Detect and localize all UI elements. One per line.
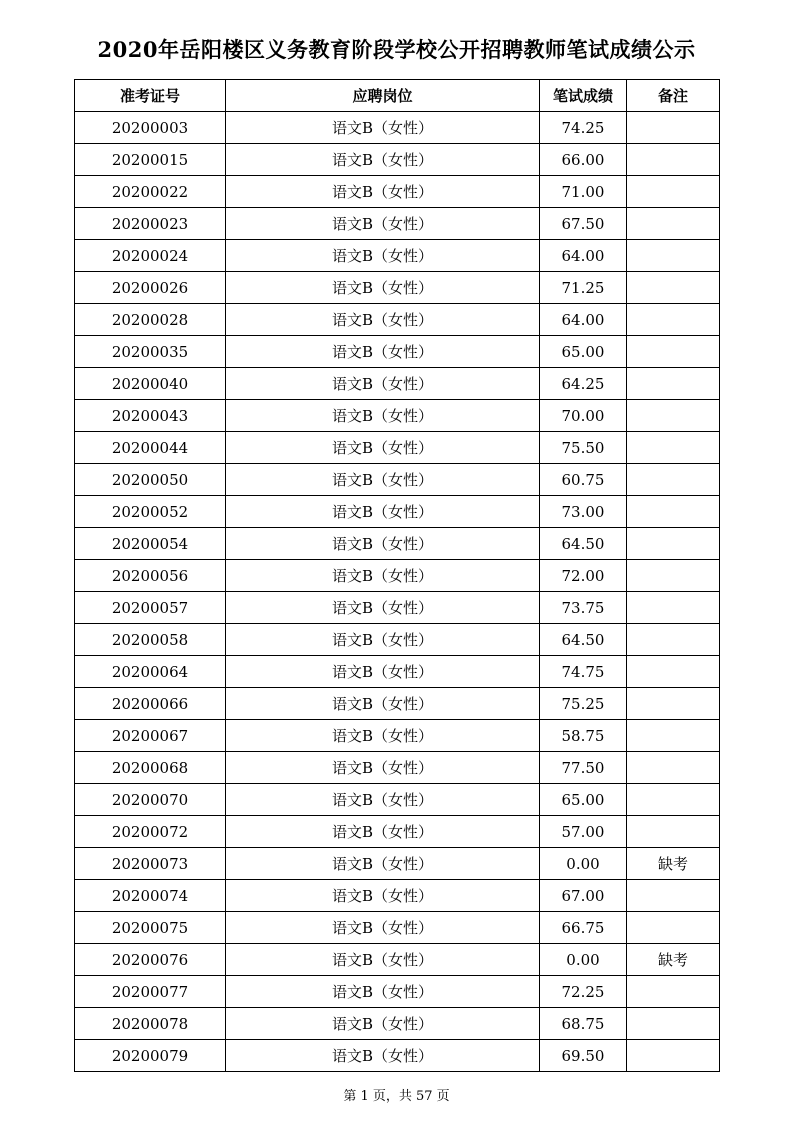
score-cell: 0.00 xyxy=(540,944,627,976)
note-cell xyxy=(627,592,720,624)
table-row xyxy=(75,592,720,624)
exam-id-cell: 20200035 xyxy=(75,336,226,368)
note-cell xyxy=(627,304,720,336)
position-cell: 语文B（女性） xyxy=(226,688,540,720)
exam-id-cell: 20200072 xyxy=(75,816,226,848)
table-row xyxy=(75,752,720,784)
score-cell: 68.75 xyxy=(540,1008,627,1040)
table-row xyxy=(75,1008,720,1040)
table-row xyxy=(75,176,720,208)
position-cell: 语文B（女性） xyxy=(226,592,540,624)
exam-id-cell: 20200077 xyxy=(75,976,226,1008)
score-cell: 74.75 xyxy=(540,656,627,688)
table-row xyxy=(75,880,720,912)
note-cell xyxy=(627,112,720,144)
table-row xyxy=(75,336,720,368)
score-cell: 65.00 xyxy=(540,336,627,368)
position-cell: 语文B（女性） xyxy=(226,400,540,432)
score-cell: 73.00 xyxy=(540,496,627,528)
score-cell: 77.50 xyxy=(540,752,627,784)
exam-id-cell: 20200044 xyxy=(75,432,226,464)
position-cell: 语文B（女性） xyxy=(226,208,540,240)
table-row xyxy=(75,528,720,560)
score-cell: 65.00 xyxy=(540,784,627,816)
exam-id-cell: 20200040 xyxy=(75,368,226,400)
table-row xyxy=(75,784,720,816)
position-cell: 语文B（女性） xyxy=(226,272,540,304)
note-cell xyxy=(627,400,720,432)
score-cell: 70.00 xyxy=(540,400,627,432)
score-cell: 71.00 xyxy=(540,176,627,208)
note-cell xyxy=(627,976,720,1008)
exam-id-cell: 20200022 xyxy=(75,176,226,208)
position-cell: 语文B（女性） xyxy=(226,624,540,656)
exam-id-cell: 20200054 xyxy=(75,528,226,560)
header-exam-id: 准考证号 xyxy=(75,80,226,112)
table-row xyxy=(75,432,720,464)
position-cell: 语文B（女性） xyxy=(226,112,540,144)
exam-id-cell: 20200026 xyxy=(75,272,226,304)
exam-id-cell: 20200024 xyxy=(75,240,226,272)
note-cell xyxy=(627,432,720,464)
table-row xyxy=(75,816,720,848)
note-cell xyxy=(627,368,720,400)
score-cell: 72.25 xyxy=(540,976,627,1008)
position-cell: 语文B（女性） xyxy=(226,528,540,560)
position-cell: 语文B（女性） xyxy=(226,336,540,368)
position-cell: 语文B（女性） xyxy=(226,880,540,912)
table-row xyxy=(75,464,720,496)
position-cell: 语文B（女性） xyxy=(226,784,540,816)
note-cell xyxy=(627,656,720,688)
score-cell: 71.25 xyxy=(540,272,627,304)
exam-id-cell: 20200056 xyxy=(75,560,226,592)
exam-id-cell: 20200003 xyxy=(75,112,226,144)
table-row xyxy=(75,208,720,240)
note-cell xyxy=(627,1008,720,1040)
score-cell: 64.50 xyxy=(540,624,627,656)
exam-id-cell: 20200052 xyxy=(75,496,226,528)
note-cell xyxy=(627,880,720,912)
note-cell xyxy=(627,528,720,560)
exam-id-cell: 20200057 xyxy=(75,592,226,624)
position-cell: 语文B（女性） xyxy=(226,432,540,464)
exam-id-cell: 20200058 xyxy=(75,624,226,656)
table-header-row xyxy=(75,80,720,112)
exam-id-cell: 20200043 xyxy=(75,400,226,432)
note-cell xyxy=(627,560,720,592)
table-row xyxy=(75,240,720,272)
note-cell xyxy=(627,784,720,816)
table-row xyxy=(75,976,720,1008)
position-cell: 语文B（女性） xyxy=(226,368,540,400)
score-cell: 66.75 xyxy=(540,912,627,944)
page-title: 2020年岳阳楼区义务教育阶段学校公开招聘教师笔试成绩公示 xyxy=(97,37,696,62)
exam-id-cell: 20200066 xyxy=(75,688,226,720)
score-cell: 58.75 xyxy=(540,720,627,752)
table-body xyxy=(75,112,720,1072)
note-cell xyxy=(627,624,720,656)
table-row xyxy=(75,400,720,432)
note-cell xyxy=(627,912,720,944)
note-cell xyxy=(627,272,720,304)
position-cell: 语文B（女性） xyxy=(226,944,540,976)
exam-id-cell: 20200050 xyxy=(75,464,226,496)
position-cell: 语文B（女性） xyxy=(226,720,540,752)
position-cell: 语文B（女性） xyxy=(226,304,540,336)
score-table xyxy=(74,79,720,1072)
table-row xyxy=(75,912,720,944)
note-cell xyxy=(627,1040,720,1072)
position-cell: 语文B（女性） xyxy=(226,144,540,176)
exam-id-cell: 20200070 xyxy=(75,784,226,816)
note-cell xyxy=(627,688,720,720)
note-cell xyxy=(627,336,720,368)
note-cell xyxy=(627,496,720,528)
exam-id-cell: 20200076 xyxy=(75,944,226,976)
position-cell: 语文B（女性） xyxy=(226,976,540,1008)
exam-id-cell: 20200064 xyxy=(75,656,226,688)
exam-id-cell: 20200074 xyxy=(75,880,226,912)
table-row xyxy=(75,688,720,720)
exam-id-cell: 20200079 xyxy=(75,1040,226,1072)
score-cell: 74.25 xyxy=(540,112,627,144)
score-cell: 67.50 xyxy=(540,208,627,240)
note-cell: 缺考 xyxy=(627,848,720,880)
position-cell: 语文B（女性） xyxy=(226,848,540,880)
note-cell xyxy=(627,176,720,208)
note-cell xyxy=(627,240,720,272)
position-cell: 语文B（女性） xyxy=(226,656,540,688)
score-cell: 64.00 xyxy=(540,240,627,272)
score-cell: 64.00 xyxy=(540,304,627,336)
exam-id-cell: 20200075 xyxy=(75,912,226,944)
note-cell xyxy=(627,208,720,240)
score-cell: 75.25 xyxy=(540,688,627,720)
position-cell: 语文B（女性） xyxy=(226,816,540,848)
position-cell: 语文B（女性） xyxy=(226,496,540,528)
exam-id-cell: 20200015 xyxy=(75,144,226,176)
table-row xyxy=(75,944,720,976)
note-cell xyxy=(627,816,720,848)
score-cell: 0.00 xyxy=(540,848,627,880)
table-row xyxy=(75,144,720,176)
position-cell: 语文B（女性） xyxy=(226,560,540,592)
page-footer: 第 1 页，共 57 页 xyxy=(343,1089,450,1104)
score-cell: 67.00 xyxy=(540,880,627,912)
exam-id-cell: 20200078 xyxy=(75,1008,226,1040)
table-row xyxy=(75,624,720,656)
header-score: 笔试成绩 xyxy=(540,80,627,112)
position-cell: 语文B（女性） xyxy=(226,1040,540,1072)
exam-id-cell: 20200023 xyxy=(75,208,226,240)
table-row xyxy=(75,272,720,304)
table-row xyxy=(75,656,720,688)
score-cell: 72.00 xyxy=(540,560,627,592)
table-row xyxy=(75,304,720,336)
score-cell: 57.00 xyxy=(540,816,627,848)
score-cell: 64.25 xyxy=(540,368,627,400)
exam-id-cell: 20200073 xyxy=(75,848,226,880)
table-row xyxy=(75,496,720,528)
note-cell xyxy=(627,720,720,752)
score-cell: 64.50 xyxy=(540,528,627,560)
score-cell: 60.75 xyxy=(540,464,627,496)
position-cell: 语文B（女性） xyxy=(226,752,540,784)
note-cell xyxy=(627,144,720,176)
table-row xyxy=(75,848,720,880)
score-cell: 66.00 xyxy=(540,144,627,176)
note-cell xyxy=(627,464,720,496)
position-cell: 语文B（女性） xyxy=(226,176,540,208)
note-cell xyxy=(627,752,720,784)
table-row xyxy=(75,720,720,752)
table-row xyxy=(75,1040,720,1072)
exam-id-cell: 20200028 xyxy=(75,304,226,336)
position-cell: 语文B（女性） xyxy=(226,1008,540,1040)
position-cell: 语文B（女性） xyxy=(226,912,540,944)
header-note: 备注 xyxy=(627,80,720,112)
header-position: 应聘岗位 xyxy=(226,80,540,112)
table-row xyxy=(75,112,720,144)
position-cell: 语文B（女性） xyxy=(226,240,540,272)
table-row xyxy=(75,368,720,400)
exam-id-cell: 20200067 xyxy=(75,720,226,752)
position-cell: 语文B（女性） xyxy=(226,464,540,496)
note-cell: 缺考 xyxy=(627,944,720,976)
exam-id-cell: 20200068 xyxy=(75,752,226,784)
table-row xyxy=(75,560,720,592)
score-cell: 69.50 xyxy=(540,1040,627,1072)
score-cell: 73.75 xyxy=(540,592,627,624)
score-cell: 75.50 xyxy=(540,432,627,464)
